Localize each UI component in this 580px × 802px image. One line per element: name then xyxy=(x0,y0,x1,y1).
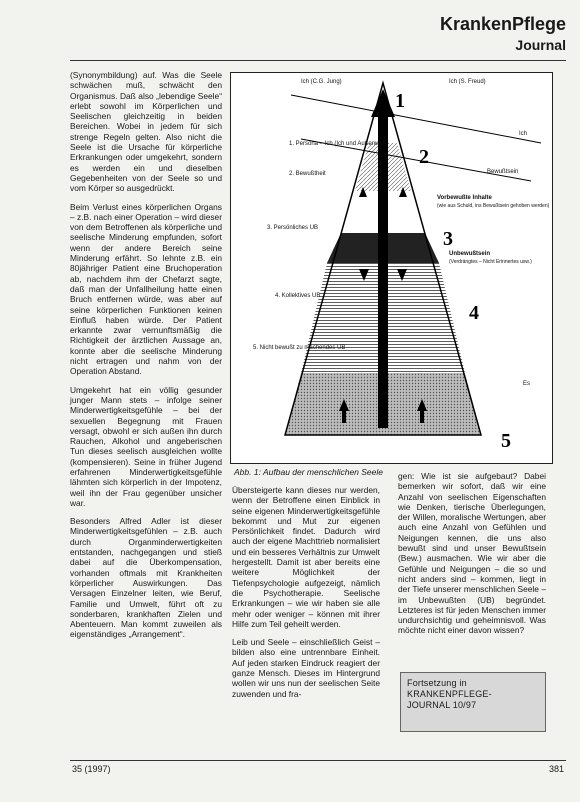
right-text-column xyxy=(398,471,546,644)
number-2: 2 xyxy=(419,146,429,168)
middle-text-column xyxy=(232,485,380,707)
paragraph: (Synonymbildung) auf. Was die Seele schwächen muß, schwächt den Organismus. Daß also „lebendige Seele“ erlebt sowohl im Körperlichen und Seelischen gleichzeitig in beiden Bereichen. Wobei in jedem für sich strenge Regeln gelten. Also nicht die Seele ist die Ursache für körperliche Erkrankungen oder umgekehrt, sondern es werden ein und dieselben Gegebenheiten von der Seele so und vom Körper so ausgedrückt. xyxy=(70,70,222,194)
paragraph: gen: Wie ist sie aufgebaut? Dabei bemerken wir sofort, daß wir eine Anzahl von seelischen Eigenschaften wie Denken, tierische Überlegungen, der Willen, moralische Wertungen, aber auch eine Anzahl von Gefühlen und Neigungen kennen, die uns also bewußt sind und unser Bewußtsein (Bew.) ausmachen. Wie wir aber die Gefühle und Neigungen – die so und nicht anders sind – kommen, liegt in der Tiefe unserer menschlichen Seele – im Unbewußten (UB) begründet. Letzteres ist für jeden Menschen immer undurchsichtig und geheimnisvoll. Was möchte nicht einer davon wissen? xyxy=(398,471,546,636)
continuation-line: Fortsetzung in xyxy=(407,678,467,688)
label-nicht-bewusst: 5. Nicht bewußt zu machendes UB xyxy=(253,345,346,351)
label-unbewusstsein: Unbewußtsein xyxy=(449,251,491,257)
number-4: 4 xyxy=(469,302,479,324)
paragraph: Beim Verlust eines körperlichen Organs – z.B. nach einer Operation – wird dieser von dem Betroffenen als körperliche und seelische Minderung empfunden, sofort wenn der andere Bereich seine Minderung erfährt. So lehnte z.B. ein 80jähriger Patient eine Bruchoperation ab, nachdem ihm der Chefarzt sagte, daß man der Unfallheilung hatte einen Bruch entfernen würde, was aber auf seine körperlichen Funktionen keinen Einfluß haben würde. Der Patient erkannte zwar vernunftsmäßig die Richtigkeit der ärztlichen Aussage an, konnte aber die seelische Minderung nicht ertragen und nahm von der Operation Abstand. xyxy=(70,201,222,377)
continuation-line: KRANKENPFLEGE- xyxy=(407,689,492,699)
label-jung: Ich (C.G. Jung) xyxy=(301,79,342,85)
label-es: Es xyxy=(523,381,531,387)
label-kollektives-ub: 4. Kollektives UB xyxy=(275,293,321,299)
left-text-column xyxy=(70,70,222,648)
paragraph: Übersteigerte kann dieses nur werden, wenn der Betroffene einen Einblick in seine eigenen Minderwertigkeitsgefühle bekommt und Mut zur eigenen Persönlichkeit findet. Dadurch wird auch der eigene Machttrieb normalisiert und ein besseres Verhältnis zur Umwelt hergestellt. Damit ist aber bereits eine weitere Möglichkeit der Tiefenpsychologie aufgezeigt, nämlich die Psychotherapie. Seelische Erkrankungen – wie wir haben sie alle mehr oder weniger – können mit ihrer Hilfe zum Teil geheilt werden. xyxy=(232,485,380,629)
psyche-pyramid-figure xyxy=(230,72,553,464)
label-unbewusstsein-desc: (Verdrängtes – Nicht Erinnertes usw.) xyxy=(449,259,532,265)
header-rule xyxy=(70,60,566,61)
journal-header xyxy=(266,14,566,54)
label-bewusstheit: 2. Bewußtheit xyxy=(289,171,326,177)
volume-year: 35 (1997) xyxy=(72,764,111,774)
number-5: 5 xyxy=(501,430,511,452)
figure-caption: Abb. 1: Aufbau der menschlichen Seele xyxy=(234,467,384,477)
pyramid-diagram xyxy=(231,73,554,465)
label-freud: Ich (S. Freud) xyxy=(449,79,486,85)
paragraph: Leib und Seele – einschließlich Geist – bilden also eine untrennbare Einheit. Auf jeden starken Eindruck reagiert der ganze Mensch. Dieses im Hintergrund wollen wir uns nun der seelischen Seite zuwenden und fra- xyxy=(232,637,380,699)
label-persona: 1. Persona – Ich (Ich und Außenwelt) xyxy=(289,141,388,147)
central-shaft xyxy=(378,113,388,428)
page-number: 381 xyxy=(548,764,564,774)
continuation-line: JOURNAL 10/97 xyxy=(407,700,477,710)
label-vorbewusst: Vorbewußte Inhalte xyxy=(437,195,492,201)
continuation-box xyxy=(400,672,546,732)
label-bewusstsein: Bewußtsein xyxy=(487,169,519,175)
paragraph: Besonders Alfred Adler ist dieser Minderwertigkeitsgefühlen – z.B. auch durch Organminderwertigkeiten entstanden, nachgegangen und stieß dabei auf die Überkompensation, vorhanden oftmals mit Krankheiten körperlicher Auswirkungen. Das Versagen Einzelner leiten, wie Beruf, Familie und Umwelt, führt oft zu sonderbaren, krankhaften Zielen und Abenteuern. Man kommt zuweilen als eigenständiges „Arrangement“. xyxy=(70,516,222,640)
label-ich: Ich xyxy=(519,131,528,137)
label-persoenliches-ub: 3. Persönliches UB xyxy=(267,225,319,231)
footer-rule xyxy=(70,760,566,761)
journal-title: KrankenPflege xyxy=(439,14,566,34)
journal-subtitle: Journal xyxy=(515,37,566,53)
number-3: 3 xyxy=(443,228,453,250)
ich-diagonal xyxy=(291,95,541,143)
label-vorbewusst-desc: (wie aus Schuld, ins Bewußtsein gehoben werden) xyxy=(437,203,550,209)
number-1: 1 xyxy=(395,90,405,112)
paragraph: Umgekehrt hat ein völlig gesunder junger Mann stets – infolge seiner Minderwertigkeitsgefühle – bei der sexuellen Begegnung mit Frauen versagt, obwohl er sich außen ihn durch Rauchen, Alkohol und angeberischen Tun dieses seelisch ausgleichen wollte (kompensieren). Seine in früher Jugend erfahrenen Minderwertigkeitsgefühle lähmten sich körperlich in der Impotenz, weil ihn der Frau gegenüber unsicher war. xyxy=(70,384,222,508)
